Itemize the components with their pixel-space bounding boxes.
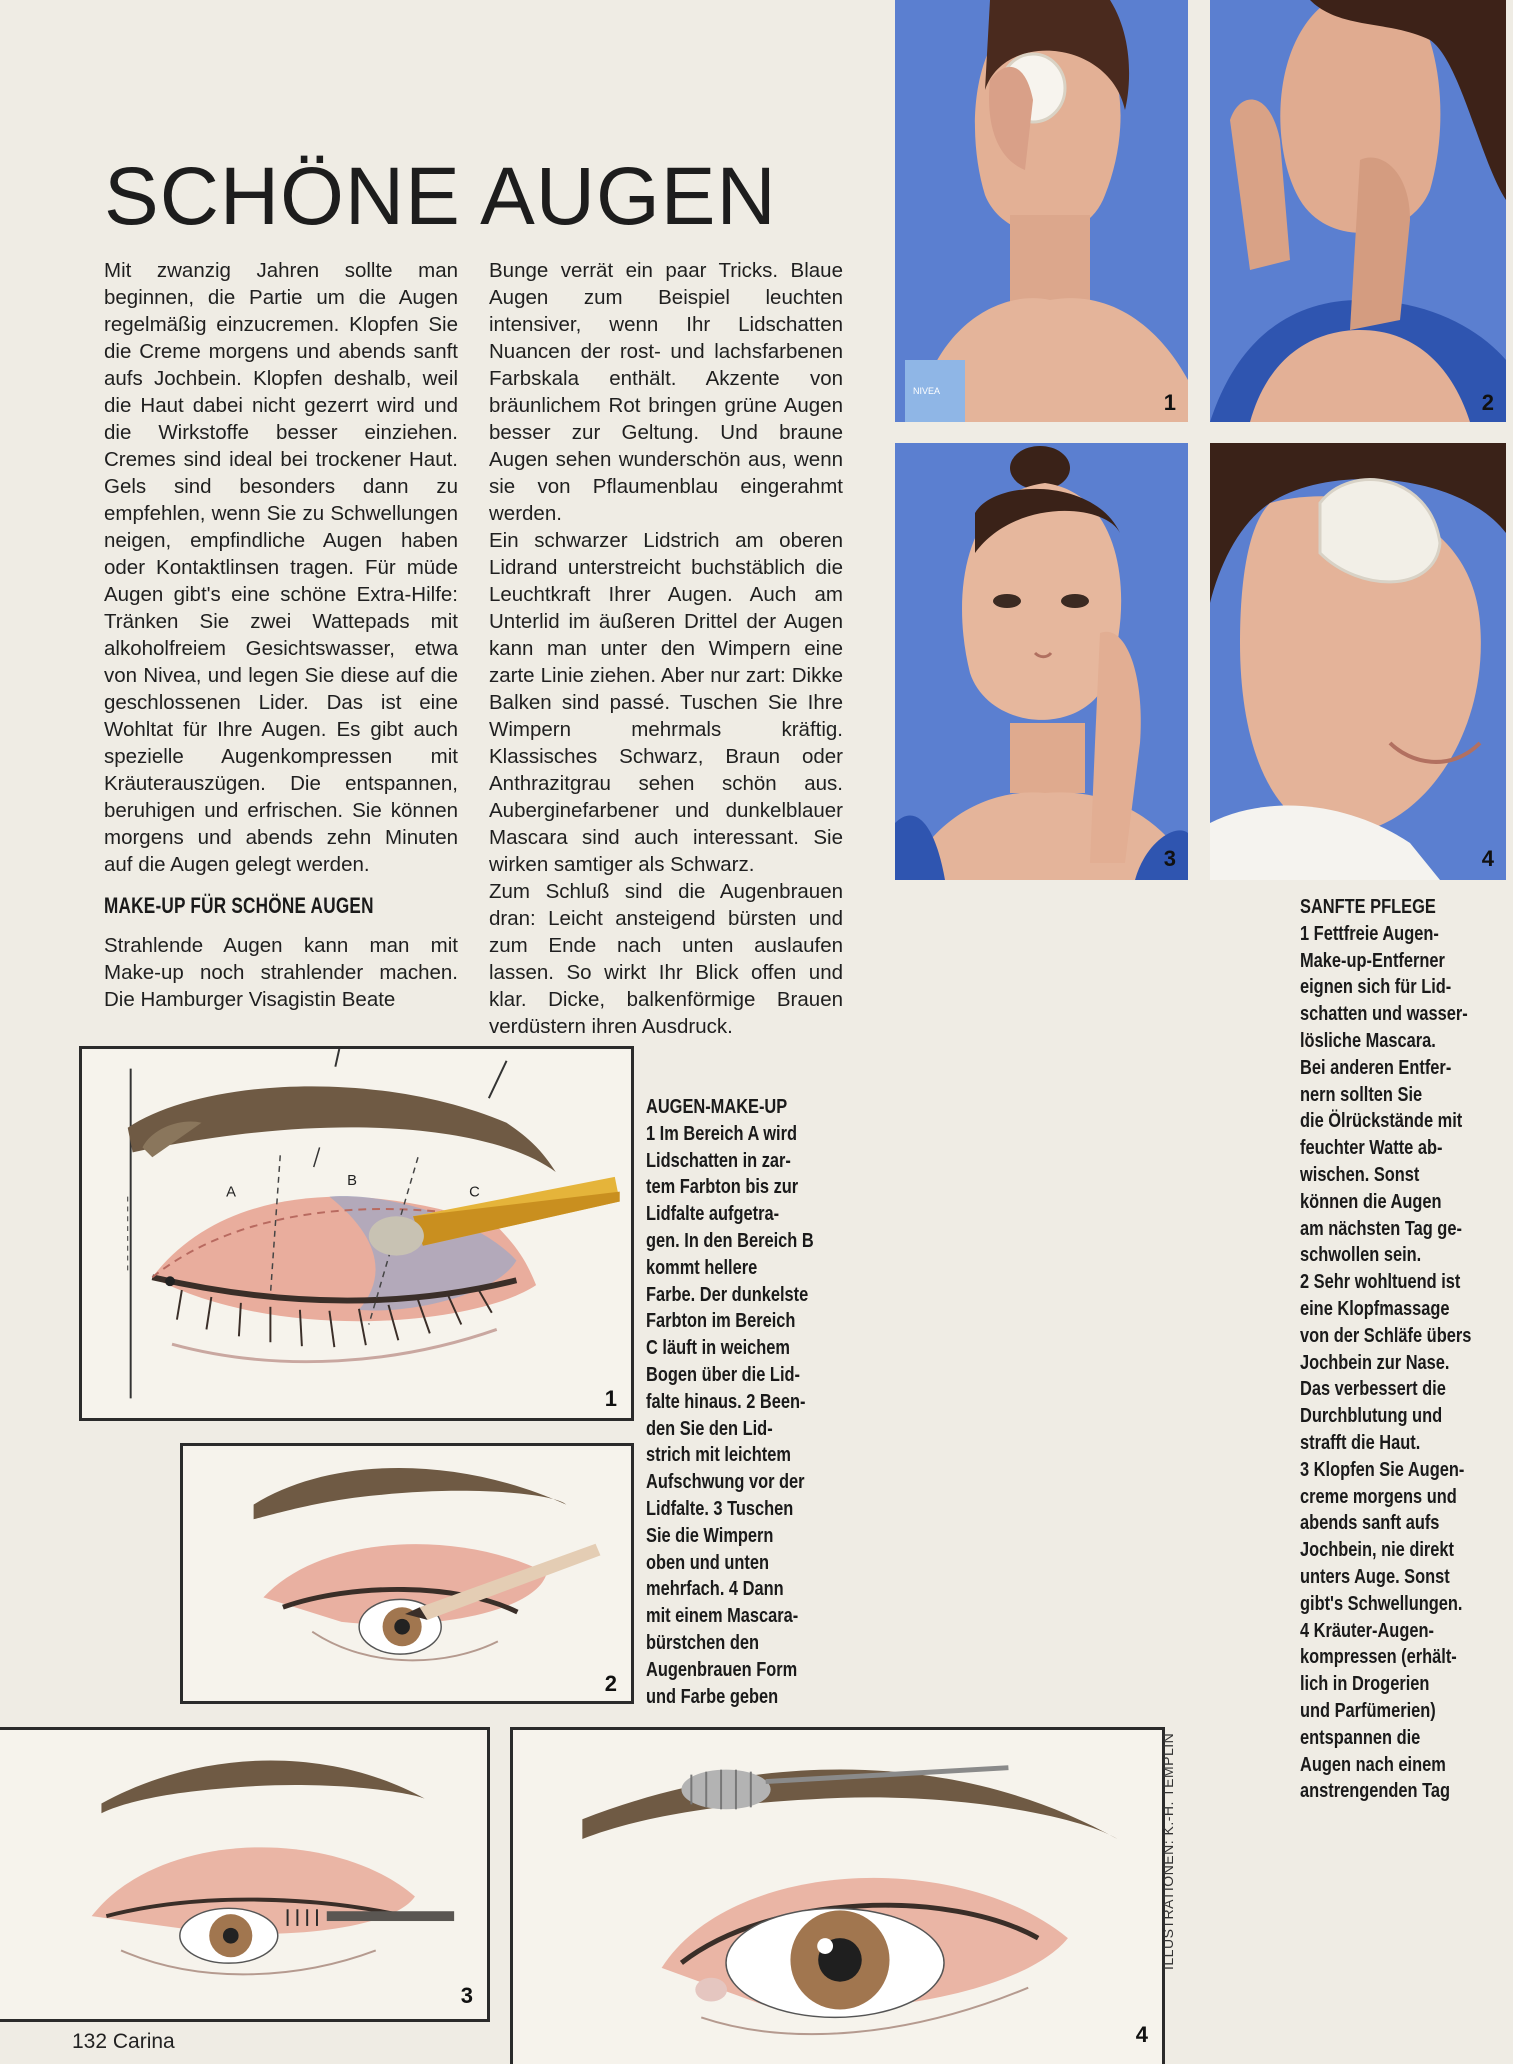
photo-2	[1210, 0, 1506, 422]
augen-makeup-lines	[646, 1121, 846, 1711]
caption-line: eignen sich für Lid-	[1300, 975, 1452, 999]
caption-line: und Parfümerien)	[1300, 1698, 1436, 1722]
photo-number-2: 2	[1481, 390, 1494, 415]
eyeliner-paragraph: Ein schwarzer Lidstrich am oberen Lidrand unterstreicht buchstäblich die Leuchtkraft Ihrer Augen. Auch am Unterlid im äußeren Drittel der Augen kann man unter den Wimpern eine zarte Linie ziehen. Aber nur zart: Dikke Balken sind passé. Tuschen Sie Ihre Wimpern mehrmals kräftig. Klassisches Schwarz, Braun oder Anthrazitgrau sehen schön aus. Auberginefarbener und dunkelblauer Mascara sind auch interessant. Sie wirken samtiger als Schwarz.	[489, 529, 843, 876]
page-title: SCHÖNE AUGEN	[104, 151, 777, 242]
caption-line: mit einem Mascara-	[646, 1604, 799, 1628]
caption-line: Lidfalte aufgetra-	[646, 1202, 780, 1226]
area-label-c: C	[469, 1184, 480, 1201]
caption-line: eine Klopfmassage	[1300, 1296, 1450, 1320]
area-label-a: A	[226, 1184, 236, 1201]
photo-number-3: 3	[1163, 846, 1176, 871]
caption-line: 1 Fettfreie Augen-	[1300, 921, 1439, 945]
caption-line: wischen. Sonst	[1300, 1162, 1420, 1186]
caption-line: die Ölrückstände mit	[1300, 1109, 1463, 1133]
photo-3	[895, 443, 1188, 880]
illustration-3	[0, 1727, 490, 2022]
caption-line: creme morgens und	[1300, 1484, 1457, 1508]
caption-line: von der Schläfe übers	[1300, 1323, 1472, 1347]
caption-line: Make-up-Entferner	[1300, 948, 1445, 972]
caption-line: strafft die Haut.	[1300, 1430, 1421, 1454]
caption-line: kommt hellere	[646, 1255, 758, 1279]
sanfte-pflege-heading: SANFTE PFLEGE	[1300, 895, 1436, 918]
photo-number-4: 4	[1481, 846, 1494, 871]
illustration-number-1: 1	[604, 1386, 617, 1411]
caption-line: und Farbe geben	[646, 1684, 779, 1708]
augen-makeup-heading: AUGEN-MAKE-UP	[646, 1095, 788, 1118]
illustration-number-2: 2	[604, 1671, 617, 1696]
caption-line: Aufschwung vor der	[646, 1470, 805, 1494]
caption-line: falte hinaus. 2 Been-	[646, 1389, 806, 1413]
caption-line: schatten und wasser-	[1300, 1002, 1468, 1026]
caption-line: 2 Sehr wohltuend ist	[1300, 1270, 1461, 1294]
caption-line: Augenbrauen Form	[646, 1657, 798, 1681]
caption-line: feuchter Watte ab-	[1300, 1136, 1443, 1160]
caption-line: 1 Im Bereich A wird	[646, 1121, 797, 1145]
sanfte-pflege-lines	[1300, 921, 1510, 1805]
augen-makeup-caption	[646, 1094, 846, 1710]
caption-line: Bogen über die Lid-	[646, 1362, 800, 1386]
caption-line: oben und unten	[646, 1550, 769, 1574]
photo-4	[1210, 443, 1506, 880]
article-column-2	[489, 257, 843, 1040]
caption-line: Lidfalte. 3 Tuschen	[646, 1496, 794, 1520]
makeup-paragraph-start: Strahlende Augen kann man mit Make-up noch strahlender machen. Die Hamburger Visagistin Beate	[104, 934, 458, 1011]
caption-line: Farbton im Bereich	[646, 1309, 796, 1333]
illustration-number-4: 4	[1135, 2022, 1148, 2047]
caption-line: strich mit leichtem	[646, 1443, 791, 1467]
caption-line: entspannen die	[1300, 1725, 1421, 1749]
caption-line: nern sollten Sie	[1300, 1082, 1423, 1106]
sanfte-pflege-caption	[1300, 894, 1510, 1805]
photo-1	[895, 0, 1188, 422]
eyebrow-paragraph: Zum Schluß sind die Augenbrauen dran: Leicht ansteigend bürsten und zum Ende nach unten auslaufen lassen. So wirkt Ihr Blick offen und klar. Dicke, balkenförmige Brauen verdüstern ihren Ausdruck.	[489, 880, 843, 1038]
caption-line: C läuft in weichem	[646, 1336, 790, 1360]
caption-line: Das verbessert die	[1300, 1377, 1446, 1401]
caption-line: Jochbein, nie direkt	[1300, 1538, 1455, 1562]
caption-line: 4 Kräuter-Augen-	[1300, 1618, 1434, 1642]
makeup-subheading: MAKE-UP FÜR SCHÖNE AUGEN	[104, 893, 374, 918]
caption-line: Farbe. Der dunkelste	[646, 1282, 809, 1306]
caption-line: schwollen sein.	[1300, 1243, 1422, 1267]
illustration-4	[510, 1727, 1165, 2064]
caption-line: mehrfach. 4 Dann	[646, 1577, 784, 1601]
article-column-1	[104, 257, 458, 1013]
caption-line: gibt's Schwellungen.	[1300, 1591, 1463, 1615]
caption-line: Sie die Wimpern	[646, 1523, 774, 1547]
caption-line: Augen nach einem	[1300, 1752, 1446, 1776]
page-footer: 132 Carina	[72, 2030, 175, 2053]
caption-line: Bei anderen Entfer-	[1300, 1055, 1452, 1079]
caption-line: abends sanft aufs	[1300, 1511, 1440, 1535]
colors-paragraph: Bunge verrät ein paar Tricks. Blaue Augen zum Beispiel leuchten intensiver, wenn Ihr Lidschatten Nuancen der rost- und lachsfarbenen Farbskala enthält. Akzente von bräunlichem Rot bringen grüne Augen besser zur Geltung. Und braune Augen sehen wunderschön aus, wenn sie von Pflaumenblau eingerahmt werden.	[489, 259, 843, 525]
caption-line: anstrengenden Tag	[1300, 1779, 1451, 1803]
caption-line: lösliche Mascara.	[1300, 1028, 1436, 1052]
illustration-1	[79, 1046, 634, 1421]
caption-line: Lidschatten in zar-	[646, 1148, 791, 1172]
illustration-credit: ILLUSTRATIONEN: K.-H. TEMPLIN	[1160, 1732, 1176, 1970]
caption-line: tem Farbton bis zur	[646, 1175, 799, 1199]
caption-line: am nächsten Tag ge-	[1300, 1216, 1462, 1240]
nivea-label: NIVEA	[913, 386, 941, 396]
caption-line: kompressen (erhält-	[1300, 1645, 1457, 1669]
caption-line: den Sie den Lid-	[646, 1416, 773, 1440]
caption-line: können die Augen	[1300, 1189, 1442, 1213]
caption-line: 3 Klopfen Sie Augen-	[1300, 1457, 1465, 1481]
photo-number-1: 1	[1163, 390, 1176, 415]
illustration-number-3: 3	[460, 1983, 473, 2008]
caption-line: lich in Drogerien	[1300, 1672, 1430, 1696]
makeup-subheading-wrap	[104, 892, 458, 920]
intro-paragraph: Mit zwanzig Jahren sollte man beginnen, die Partie um die Augen regelmäßig einzucremen. Klopfen Sie die Creme morgens und abends sanft aufs Jochbein. Klopfen deshalb, weil die Haut dabei nicht gezerrt wird und die Wirkstoffe besser einziehen. Cremes sind ideal bei trockener Haut. Gels sind besonders dann zu empfehlen, wenn Sie zu Schwellungen neigen, empfindliche Augen haben oder Kontaktlinsen tragen. Für müde Augen gibt's eine schöne Extra-Hilfe: Tränken Sie zwei Wattepads mit alkoholfreiem Gesichtswasser, etwa von Nivea, und legen Sie diese auf die geschlossenen Lider. Das ist eine Wohltat für Ihre Augen. Es gibt auch spezielle Augenkompressen mit Kräuterauszügen. Die entspannen, beruhigen und erfrischen. Sie können morgens und abends zehn Minuten auf die Augen gelegt werden.	[104, 259, 458, 876]
area-label-b: B	[347, 1172, 357, 1189]
illustration-2	[180, 1443, 634, 1704]
caption-line: Jochbein zur Nase.	[1300, 1350, 1450, 1374]
caption-line: bürstchen den	[646, 1630, 759, 1654]
caption-line: unters Auge. Sonst	[1300, 1564, 1450, 1588]
caption-line: gen. In den Bereich B	[646, 1228, 814, 1252]
caption-line: Durchblutung und	[1300, 1404, 1443, 1428]
